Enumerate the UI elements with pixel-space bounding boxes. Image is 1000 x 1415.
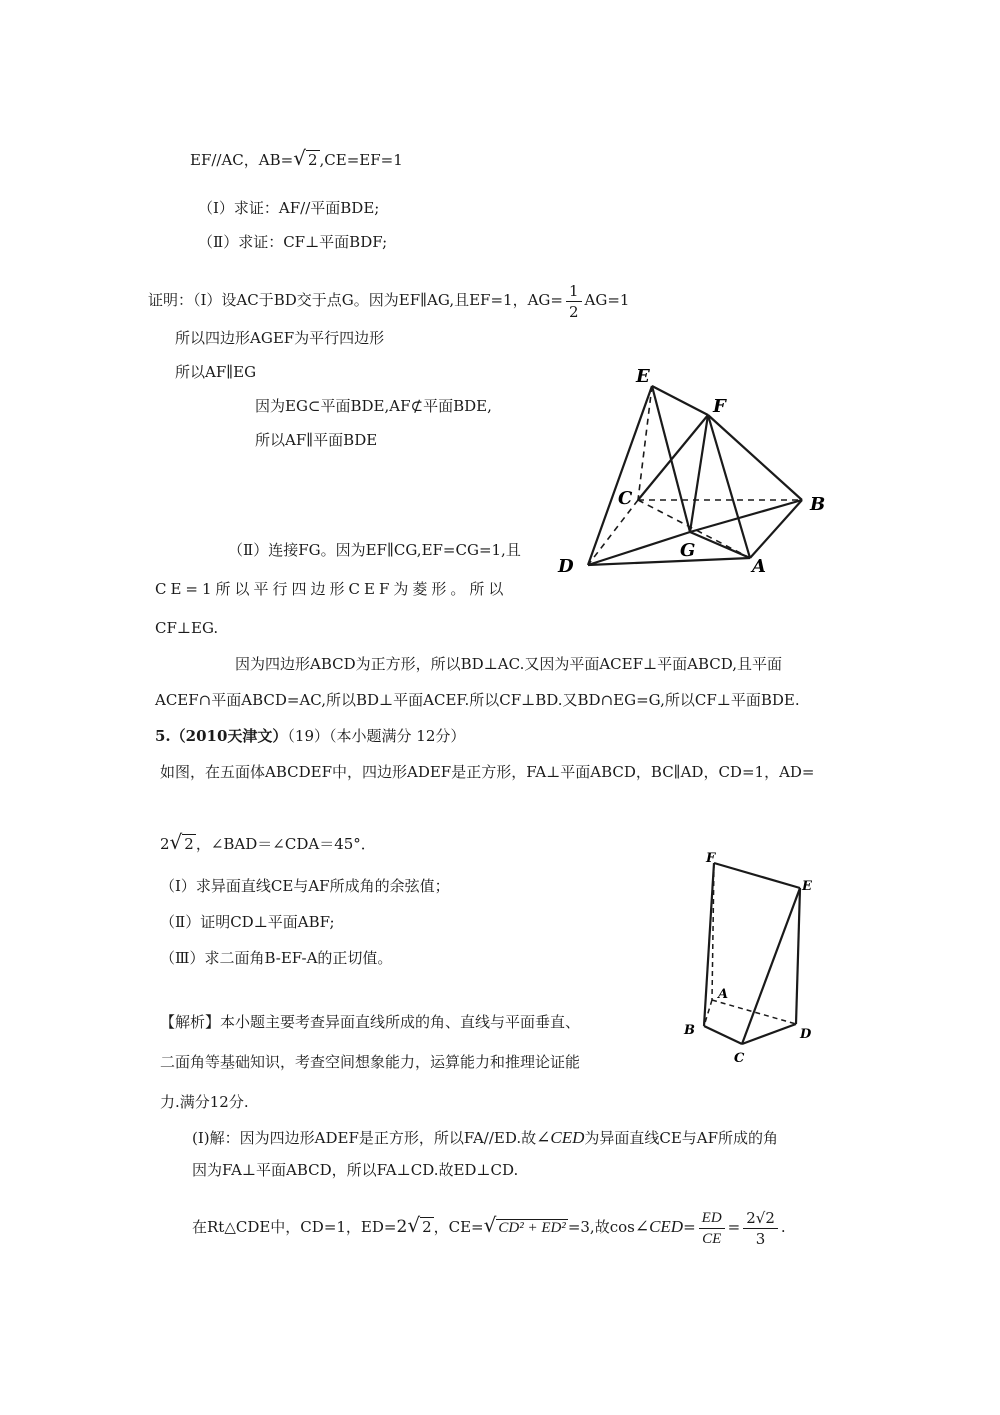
label-c: C (618, 488, 633, 509)
label-b2: B (684, 1023, 695, 1038)
proof-line-3: 所以AF∥EG (175, 363, 257, 381)
sqrt-2: √ 2 (293, 146, 318, 170)
label-a: A (752, 556, 766, 577)
problem-5-statement-2: 2√ 2 ，∠BAD＝∠CDA＝45°． (160, 830, 376, 854)
solution-line-2: 因为FA⊥平面ABCD，所以FA⊥CD.故ED⊥CD. (192, 1161, 519, 1179)
problem-5-q1: （Ⅰ）求异面直线CE与AF所成角的余弦值； (160, 877, 450, 895)
label-c2: C (734, 1051, 745, 1066)
label-f: F (713, 396, 726, 417)
label-d2: D (800, 1027, 812, 1042)
proof-line-5: 所以AF∥平面BDE (255, 431, 378, 449)
figure-solid-abcdef (540, 360, 840, 605)
analysis-line-1: 【解析】本小题主要考查异面直线所成的角、直线与平面垂直、 (160, 1013, 581, 1031)
label-b: B (810, 494, 826, 515)
problem-5-statement: 如图，在五面体ABCDEF中，四边形ADEF是正方形，FA⊥平面ABCD，BC∥AD，CD=1，AD= (160, 763, 815, 781)
proof-line-4: 因为EG⊂平面BDE,AF⊄平面BDE, (255, 397, 492, 415)
label-e2: E (802, 879, 812, 894)
question-1: （Ⅰ）求证：AF//平面BDE; (198, 199, 380, 217)
problem-5-q3: （Ⅲ）求二面角B-EF-A的正切值。 (160, 949, 393, 967)
proof2-line-3: CF⊥EG. (155, 619, 219, 637)
solution-line-1: (I)解：因为四边形ADEF是正方形，所以FA//ED.故∠CED为异面直线CE与AF所成的角 (192, 1128, 779, 1147)
label-g: G (680, 540, 696, 561)
problem-5-header: 5.（2010天津文）（19）（本小题满分 12分） (155, 727, 466, 745)
problem-5-q2: （Ⅱ）证明CD⊥平面ABF; (160, 913, 335, 931)
proof-intro: 证明：（Ⅰ）设AC于BD交于点G。因为EF∥AG,且EF=1，AG= $\frac{1}{2}$ AG=1 (148, 281, 630, 321)
proof2-line-5: ACEF∩平面ABCD=AC,所以BD⊥平面ACEF.所以CF⊥BD.又BD∩EG=G,所以CF⊥平面BDE. (155, 691, 800, 709)
proof2-line-2: CE=1所以平行四边形CEF为菱形。所以 (155, 580, 508, 598)
label-e: E (636, 366, 650, 387)
label-f2: F (706, 851, 716, 866)
proof2-line-1: （Ⅱ）连接FG。因为EF∥CG,EF=CG=1,且 (228, 541, 521, 559)
given-conditions: EF//AC，AB=√ 2 ,CE=EF=1 (190, 146, 403, 170)
figure-pentahedron (672, 848, 832, 1068)
analysis-line-2: 二面角等基础知识，考查空间想象能力，运算能力和推理论证能 (160, 1053, 581, 1071)
solution-line-3: 在Rt△CDE中，CD=1，ED=2√ 2 ，CE=√ CD² + ED² =3,故cos∠CED= $\frac{ED}{CE}$ = $\frac{2√2}{3}$ . (192, 1208, 786, 1248)
question-2: （Ⅱ）求证：CF⊥平面BDF; (198, 233, 388, 251)
analysis-line-3: 力.满分12分. (160, 1093, 249, 1111)
fraction-half: $\frac{1}{2}$ (566, 281, 582, 322)
proof2-line-4: 因为四边形ABCD为正方形，所以BD⊥AC.又因为平面ACEF⊥平面ABCD,且平面 (235, 655, 782, 673)
label-a2: A (718, 987, 729, 1002)
label-d: D (558, 556, 574, 577)
proof-line-2: 所以四边形AGEF为平行四边形 (175, 329, 385, 347)
